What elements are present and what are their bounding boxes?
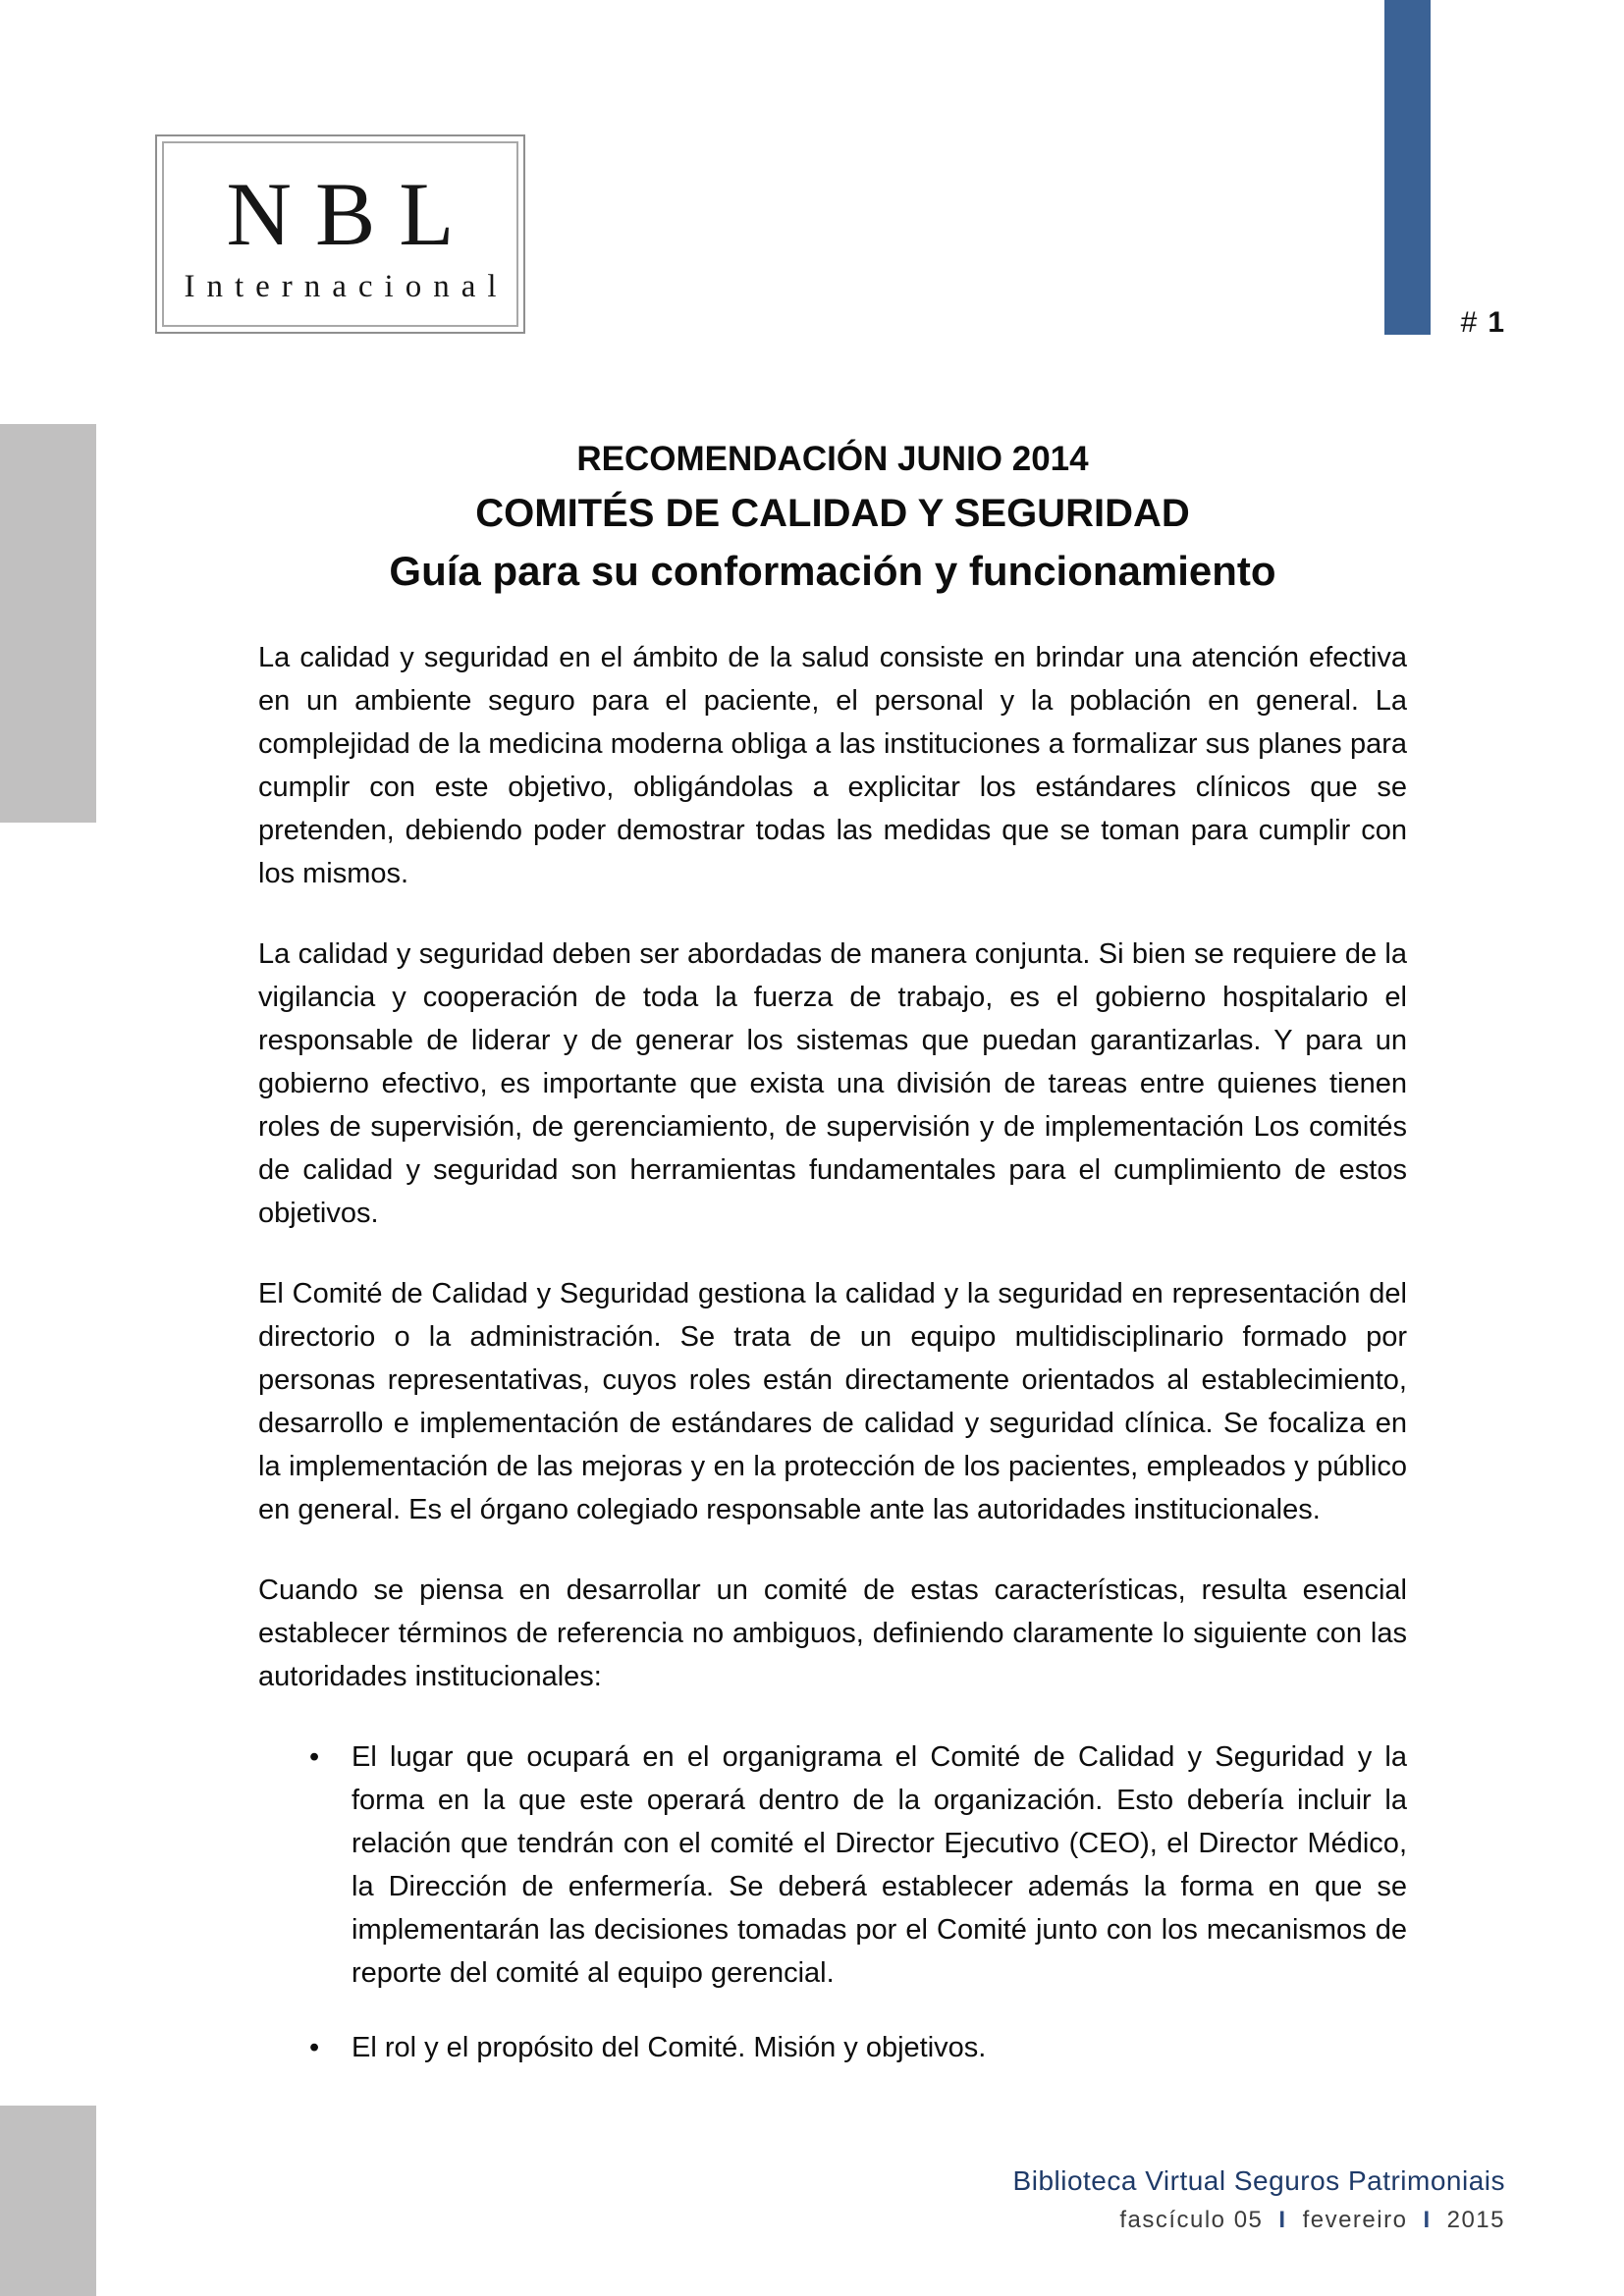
bullet-marker: • [309,2032,320,2063]
page-number-value: 1 [1488,306,1505,339]
paragraph: La calidad y seguridad deben ser abordadas de manera conjunta. Si bien se requiere de la vigilancia y cooperación de toda la fuerza de trabajo, es el gobierno hospitalario el responsable de liderar y de generar los sistemas que puedan garantizarlas. Y para un gobierno efectivo, es importante que exista una división de tareas entre quienes tienen roles de supervisión, de gerenciamiento, de supervisión y de implementación Los comités de calidad y seguridad son herramientas fundamentales para el cumplimiento de estos objetivos. [258,938,1407,1229]
document-title-block [258,438,1407,598]
footer-issue-info [1013,2205,1505,2236]
left-margin-bar-bottom [0,2106,96,2296]
paragraph: El Comité de Calidad y Seguridad gestiona la calidad y la seguridad en representación del directorio o la administración. Se trata de un equipo multidisciplinario formado por personas representativas, cuyos roles están directamente orientados al establecimiento, desarrollo e implementación de estándares de calidad y seguridad clínica. Se focaliza en la implementación de las mejoras y en la protección de los pacientes, empleados y público en general. Es el órgano colegiado responsable ante las autoridades institucionales. [258,1278,1407,1525]
document-body [258,636,1407,2101]
paragraph: Cuando se piensa en desarrollar un comité de estas características, resulta esencial establecer términos de referencia no ambiguos, definiendo claramente lo siguiente con las autoridades institucionales: [258,1575,1407,1692]
logo-subtitle: Internacional [184,268,509,304]
title-line-2: COMITÉS DE CALIDAD Y SEGURIDAD [475,492,1190,535]
list-item [258,1735,1407,1995]
list-item [258,2026,1407,2069]
page-footer [1013,2162,1505,2236]
page-number [1461,306,1505,340]
title-line-1: RECOMENDACIÓN JUNIO 2014 [576,440,1089,478]
logo [155,134,525,334]
footer-separator: I [1278,2207,1287,2233]
footer-separator: I [1423,2207,1432,2233]
bullet-marker: • [309,1741,320,1773]
list-item-text: El lugar que ocupará en el organigrama el Comité de Calidad y Seguridad y la forma en la que este operará dentro de la organización. Esto debería incluir la relación que tendrán con el comité el Director Ejecutivo (CEO), el Director Médico, la Dirección de enfermería. Se deberá establecer además la forma en que se implementarán las decisiones tomadas por el Comité junto con los mecanismos de reporte del comité al equipo gerencial. [352,1741,1407,1989]
footer-month: fevereiro [1302,2207,1408,2233]
left-margin-bar-top [0,424,96,823]
footer-fascicle: fascículo 05 [1119,2207,1264,2233]
page-number-symbol: # [1460,306,1479,339]
logo-inner-frame [162,141,518,327]
footer-collection-title: Biblioteca Virtual Seguros Patrimoniais [1012,2165,1505,2196]
title-line-3: Guía para su conformación y funcionamiento [389,548,1276,594]
list-item-text: El rol y el propósito del Comité. Misión y objetivos. [352,2032,987,2063]
footer-year: 2015 [1446,2207,1505,2233]
bullet-list [258,1735,1407,2069]
logo-acronym: NBL [226,163,478,264]
blue-ribbon [1384,0,1431,335]
paragraph: La calidad y seguridad en el ámbito de la salud consiste en brindar una atención efectiva en un ambiente seguro para el paciente, el personal y la población en general. La complejidad de la medicina moderna obliga a las instituciones a formalizar sus planes para cumplir con este objetivo, obligándolas a explicitar los estándares clínicos que se pretenden, debiendo poder demostrar todas las medidas que se toman para cumplir con los mismos. [258,642,1407,889]
